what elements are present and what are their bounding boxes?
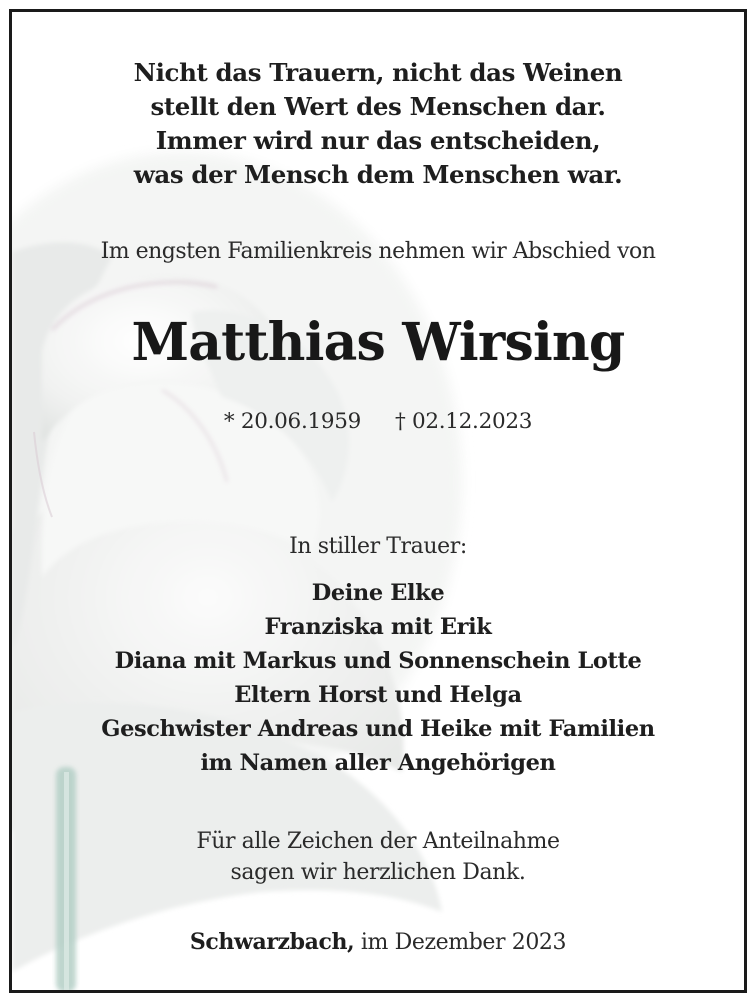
farewell-intro: Im engsten Familienkreis nehmen wir Abschied von	[100, 239, 656, 264]
mourner-entry: Eltern Horst und Helga	[234, 682, 522, 708]
mourners-list	[12, 576, 744, 780]
mourning-label: In stiller Trauer:	[289, 534, 467, 559]
poem-line: Immer wird nur das entscheiden,	[155, 126, 601, 155]
poem-line: stellt den Wert des Menschen dar.	[150, 92, 606, 121]
mourner-entry: Geschwister Andreas und Heike mit Familien	[101, 716, 655, 742]
mourner-entry: im Namen aller Angehörigen	[200, 750, 556, 776]
mourner-entry: Deine Elke	[311, 580, 445, 606]
place-name: Schwarzbach,	[189, 929, 355, 955]
birth-date: * 20.06.1959	[223, 409, 361, 434]
thanks-note	[12, 826, 744, 888]
place-and-date	[12, 927, 744, 958]
mourner-entry: Franziska mit Erik	[264, 614, 492, 640]
thanks-line: sagen wir herzlichen Dank.	[230, 860, 526, 885]
deceased-name: Matthias Wirsing	[131, 312, 625, 373]
memorial-poem	[12, 56, 744, 192]
thanks-line: Für alle Zeichen der Anteilnahme	[196, 829, 560, 854]
life-dates	[12, 407, 744, 437]
mourner-entry: Diana mit Markus und Sonnenschein Lotte	[114, 648, 642, 674]
death-date: † 02.12.2023	[395, 409, 533, 434]
poem-line: Nicht das Trauern, nicht das Weinen	[133, 58, 623, 87]
obituary-card	[9, 9, 747, 993]
closing-date: im Dezember 2023	[354, 930, 567, 955]
poem-line: was der Mensch dem Menschen war.	[133, 160, 623, 189]
